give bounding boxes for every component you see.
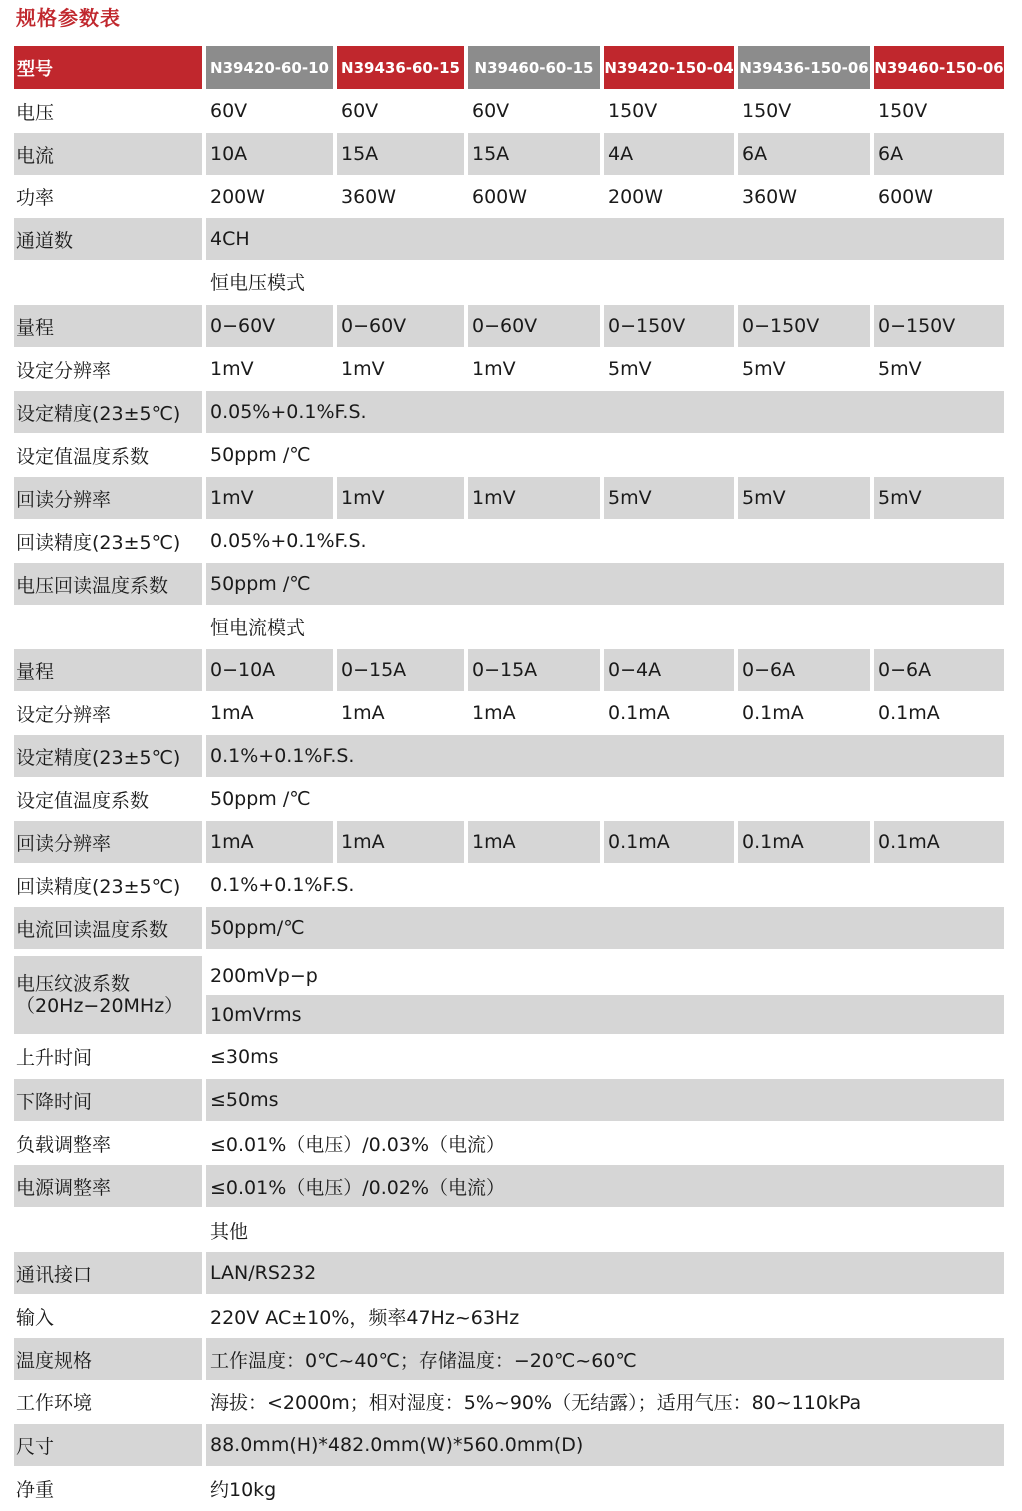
row-value: 88.0mm(H)*482.0mm(W)*560.0mm(D) [206,1424,1004,1466]
row-label: 功率 [16,187,55,209]
row-value: 约10kg [210,1478,277,1501]
spec-row [0,391,1022,433]
row-value-model-1: 1mV [206,477,333,519]
spec-row [0,434,1022,476]
row-label: 输入 [16,1306,55,1329]
row-value: 4CH [206,218,1004,260]
row-value-model-3: 0−15A [468,649,600,691]
row-value-model-4: 150V [608,100,658,122]
spec-row [0,1380,1022,1422]
row-value-model-4: 0.1mA [608,702,670,724]
row-value: 50ppm /℃ [206,563,1004,605]
row-label: 设定精度(23±5℃) [14,391,202,433]
row-value-model-5: 6A [738,133,870,175]
row-label: 量程 [14,649,202,691]
row-value-model-4: 0.1mA [604,821,734,863]
model-header-5: N39436-150-06 [738,46,870,89]
spec-row [0,218,1022,260]
row-label: 电源调整率 [14,1165,202,1207]
row-value-model-5: 0−6A [738,649,870,691]
spec-row [0,477,1022,519]
row-value-model-2: 15A [337,133,464,175]
section-title: 恒电压模式 [210,272,306,294]
row-label: 尺寸 [14,1424,202,1466]
row-label: 量程 [14,305,202,347]
spec-row [0,1165,1022,1207]
row-label: 设定精度(23±5℃) [14,735,202,777]
row-value-model-5: 5mV [738,477,870,519]
row-label: 电流回读温度系数 [14,907,202,949]
row-value-model-6: 6A [874,133,1004,175]
row-label: 电压 [16,101,55,124]
row-value-model-6: 0−150V [874,305,1004,347]
header-row [0,46,1022,89]
row-label: 下降时间 [14,1079,202,1121]
spec-row [0,520,1022,562]
spec-row [0,1079,1022,1121]
row-value-model-4: 200W [608,185,664,208]
row-label: 净重 [16,1478,55,1501]
row-label: 温度规格 [14,1338,202,1380]
row-value-model-4: 5mV [608,358,652,380]
row-value-model-1: 1mV [210,358,254,380]
row-value: 50ppm /℃ [210,788,311,810]
row-value-model-5: 360W [742,185,798,208]
row-value-model-2: 60V [341,100,379,122]
row-value-model-1: 1mA [206,821,333,863]
section-row [0,606,1022,647]
row-value: 0.1%+0.1%F.S. [206,735,1004,777]
row-value-model-2: 1mV [341,358,385,380]
section-row [0,261,1022,302]
row-value-model-5: 0−150V [738,305,870,347]
spec-row [0,305,1022,347]
row-value-top: 200mVp−p [206,956,1004,995]
row-value-model-6: 5mV [874,477,1004,519]
row-value-model-2: 1mV [337,477,464,519]
row-value: 0.05%+0.1%F.S. [210,530,367,552]
row-label: 电流 [14,133,202,175]
spec-row [0,563,1022,605]
page-title: 规格参数表 [16,6,121,30]
row-value-model-3: 1mV [468,477,600,519]
row-value-model-1: 0−60V [206,305,333,347]
model-header-1: N39420-60-10 [206,46,333,89]
spec-row [0,1338,1022,1380]
row-value-model-1: 0−10A [206,649,333,691]
row-label: 回读精度(23±5℃) [16,531,181,554]
row-value-model-3: 0−60V [468,305,600,347]
model-header-6: N39460-150-06 [874,46,1004,89]
spec-row [0,90,1022,132]
spec-row [0,692,1022,734]
row-value: ≤50ms [206,1079,1004,1121]
row-label: 负载调整率 [16,1133,112,1156]
row-value-model-4: 5mV [604,477,734,519]
row-value-model-1: 10A [206,133,333,175]
spec-row [0,1252,1022,1294]
spec-row [0,649,1022,691]
row-value-model-3: 1mV [472,358,516,380]
row-value-model-2: 0−15A [337,649,464,691]
row-label: 工作环境 [16,1391,93,1414]
model-header-2: N39436-60-15 [337,46,464,89]
row-value: 0.1%+0.1%F.S. [210,874,355,896]
row-label: 设定值温度系数 [16,789,150,812]
header-label: 型号 [14,46,202,89]
row-value-model-5: 0.1mA [738,821,870,863]
spec-row [0,1424,1022,1466]
row-value: 海拔：<2000m；相对湿度：5%~90%（无结露）；适用气压：80~110kPa [210,1391,862,1414]
row-value-model-2: 1mA [341,702,385,724]
spec-row [0,133,1022,175]
spec-row [0,348,1022,390]
section-title: 其他 [210,1220,249,1243]
row-value-model-3: 1mA [468,821,600,863]
row-label: 回读分辨率 [14,821,202,863]
row-value-bottom: 10mVrms [206,995,1004,1034]
row-value-model-3: 60V [472,100,510,122]
row-value-model-6: 5mV [878,358,922,380]
row-value-model-5: 150V [742,100,792,122]
row-label: 设定分辨率 [16,703,112,726]
row-value-model-2: 1mA [337,821,464,863]
row-value-model-1: 1mA [210,702,254,724]
row-value-model-3: 1mA [472,702,516,724]
row-value: 0.05%+0.1%F.S. [206,391,1004,433]
model-header-3: N39460-60-15 [468,46,600,89]
row-value-model-2: 360W [341,185,397,208]
row-value: 50ppm/℃ [206,907,1004,949]
row-label: 电压回读温度系数 [14,563,202,605]
row-value: 50ppm /℃ [210,444,311,466]
row-value: ≤0.01%（电压）/0.03%（电流） [210,1133,506,1156]
row-value-model-4: 0−150V [604,305,734,347]
row-label: 通道数 [14,218,202,260]
row-label: 设定值温度系数 [16,445,150,468]
row-value-model-5: 5mV [742,358,786,380]
row-label: 上升时间 [16,1047,93,1069]
row-value: 工作温度：0℃~40℃；存储温度：−20℃~60℃ [206,1338,1004,1380]
row-value-model-1: 60V [210,100,248,122]
spec-row [0,778,1022,820]
row-value: ≤30ms [210,1045,279,1068]
row-value-model-6: 0.1mA [874,821,1004,863]
row-label: 电压纹波系数（20Hz−20MHz） [14,956,202,1034]
row-label: 回读精度(23±5℃) [16,875,181,898]
spec-row [0,956,1022,1034]
row-value-model-6: 600W [878,185,934,208]
row-value-model-6: 0.1mA [878,702,940,724]
model-header-4: N39420-150-04 [604,46,734,89]
spec-row [0,735,1022,777]
spec-row [0,1035,1022,1078]
row-label: 通讯接口 [14,1252,202,1294]
section-row [0,1209,1022,1251]
row-value-model-3: 15A [468,133,600,175]
spec-row [0,907,1022,949]
spec-row [0,1122,1022,1164]
row-value: ≤0.01%（电压）/0.02%（电流） [206,1165,1004,1207]
row-value-model-3: 600W [472,185,528,208]
row-value-model-1: 200W [210,185,266,208]
spec-row [0,821,1022,863]
row-label: 回读分辨率 [14,477,202,519]
row-value-model-5: 0.1mA [742,702,804,724]
row-value-model-6: 150V [878,100,928,122]
section-title: 恒电流模式 [210,617,306,639]
row-value-model-2: 0−60V [337,305,464,347]
row-value-model-4: 4A [604,133,734,175]
row-label: 设定分辨率 [16,359,112,382]
row-value: LAN/RS232 [206,1252,1004,1294]
row-value-model-4: 0−4A [604,649,734,691]
spec-row [0,176,1022,217]
spec-row [0,1467,1022,1509]
row-value: 220V AC±10%，频率47Hz~63Hz [210,1306,520,1329]
spec-row [0,1295,1022,1337]
spec-row [0,864,1022,906]
row-value-model-6: 0−6A [874,649,1004,691]
